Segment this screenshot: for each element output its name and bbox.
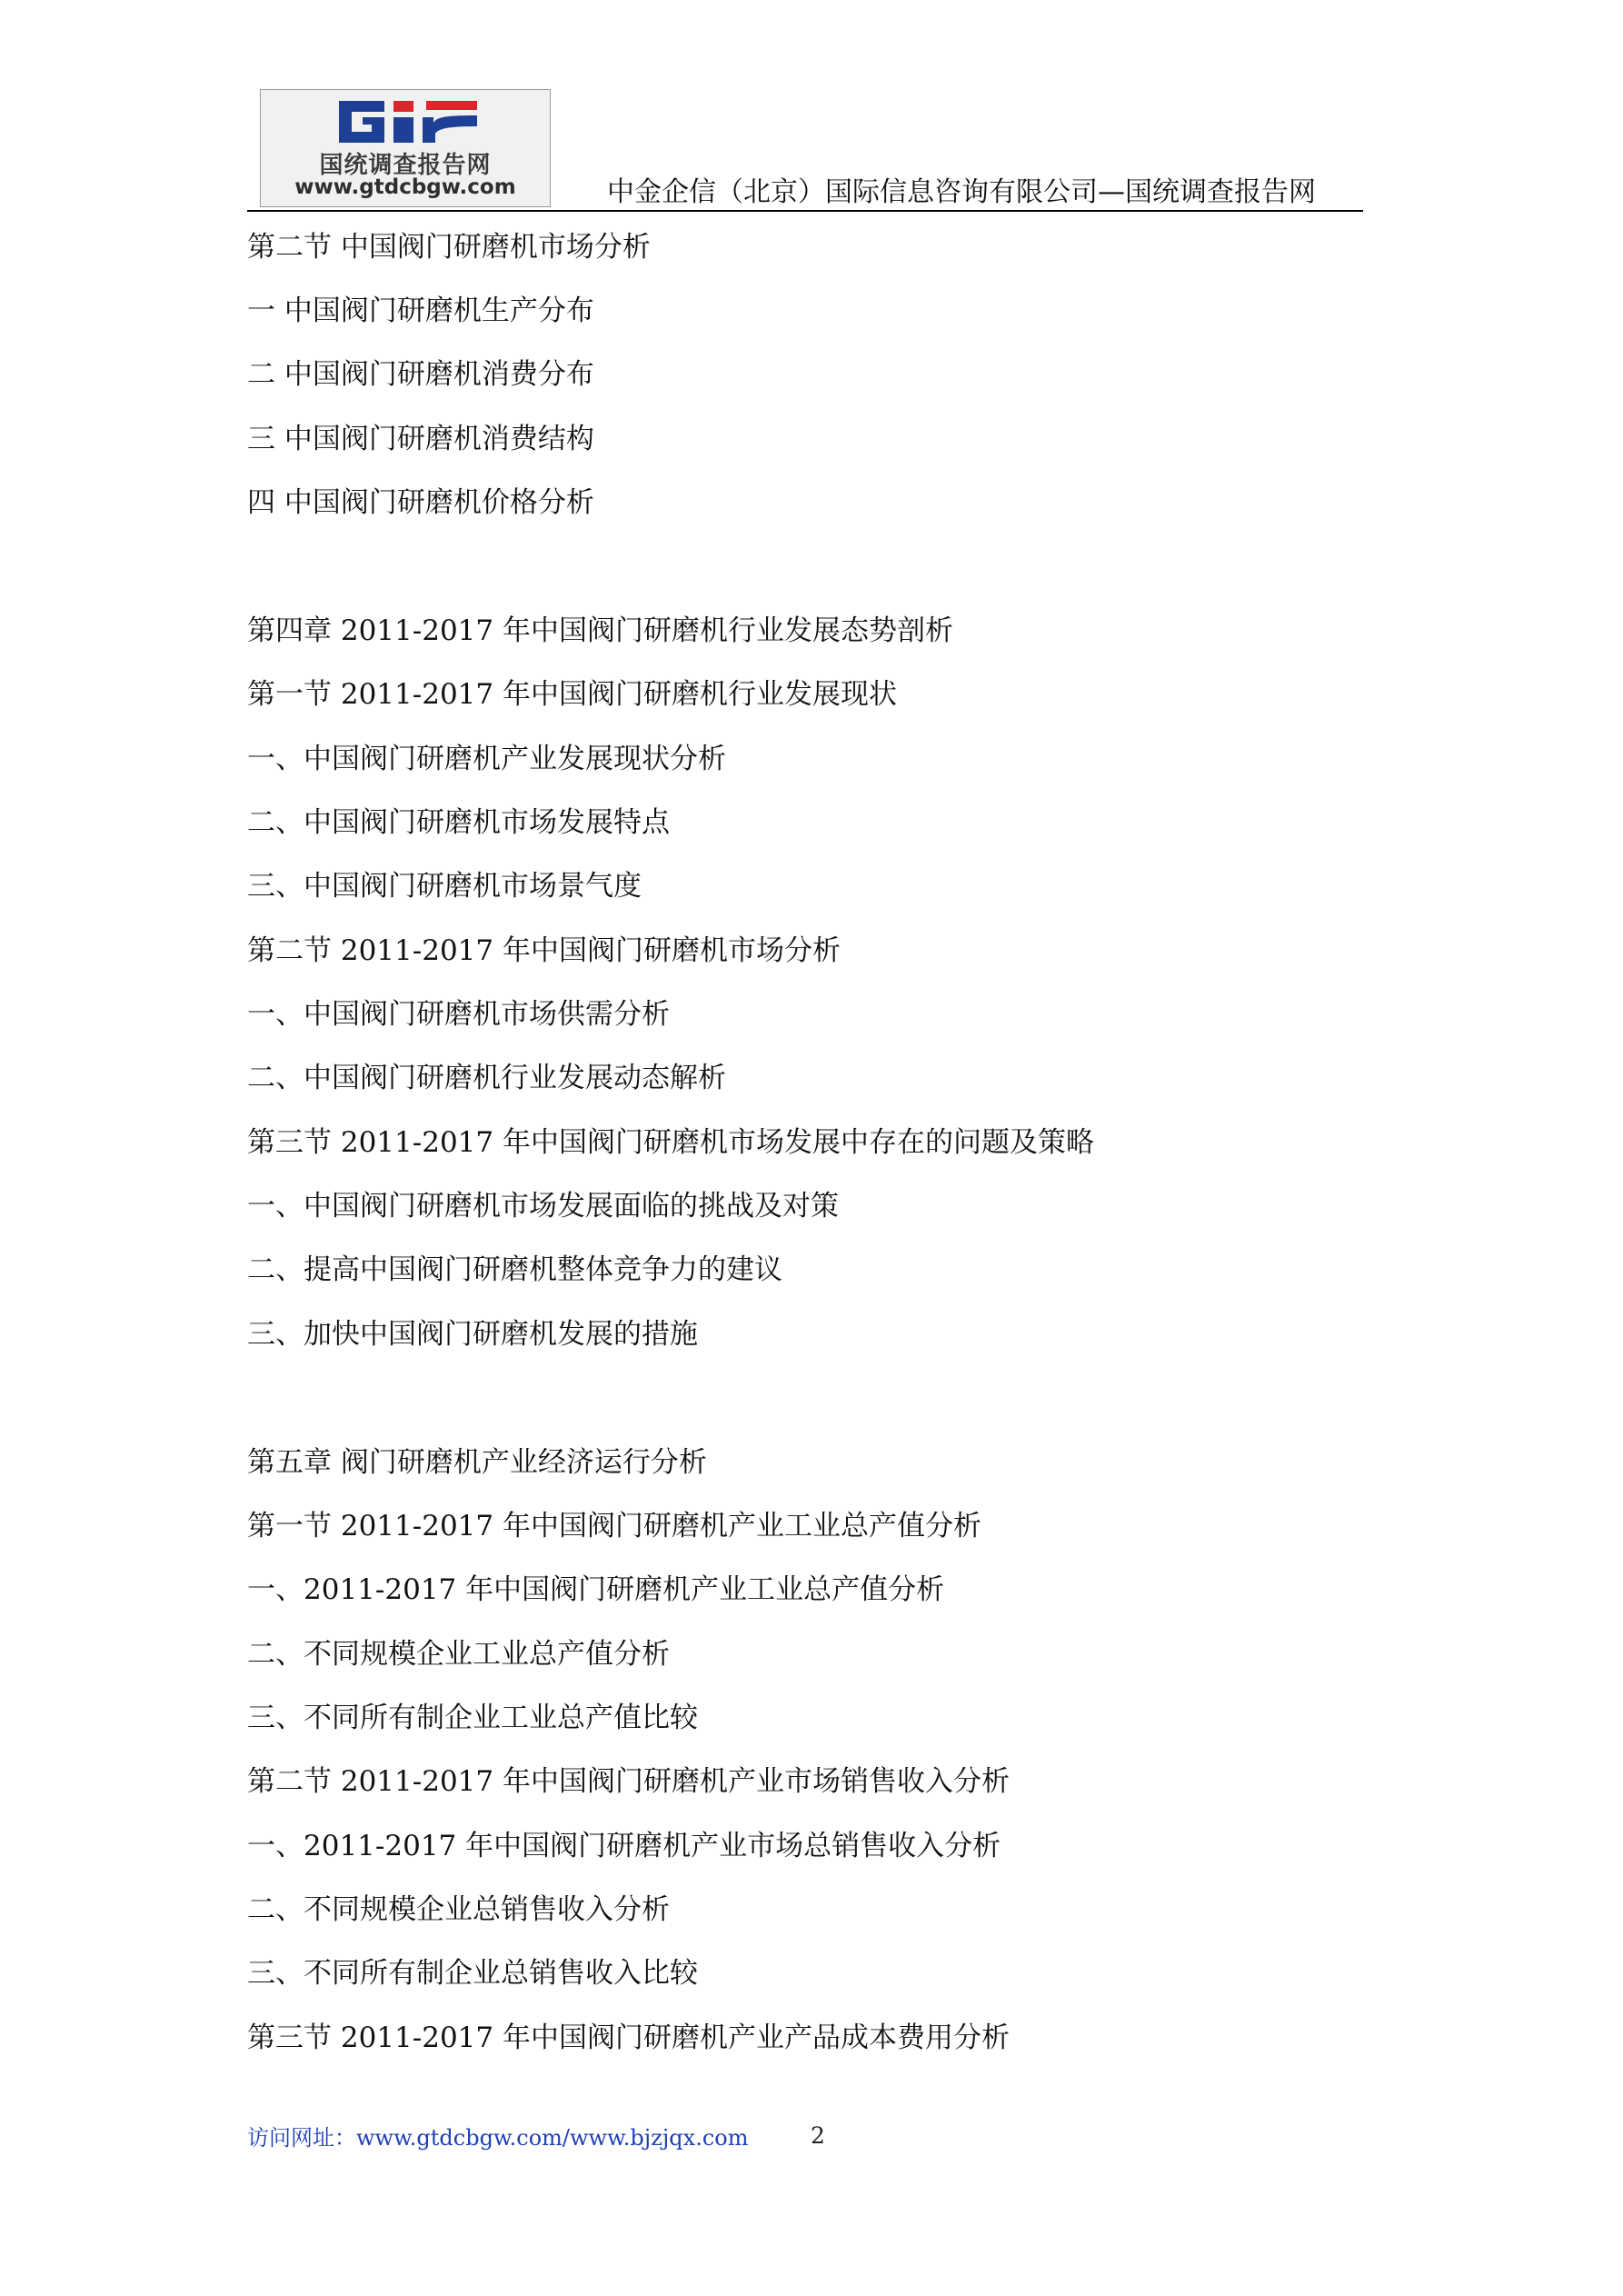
gir-logo-icon [332, 95, 484, 148]
toc-line: 二、中国阀门研磨机行业发展动态解析 [247, 1062, 726, 1094]
toc-line: 第一节 2011-2017 年中国阀门研磨机产业工业总产值分析 [247, 1510, 981, 1542]
toc-line: 第一节 2011-2017 年中国阀门研磨机行业发展现状 [247, 678, 897, 711]
toc-line: 二、中国阀门研磨机市场发展特点 [247, 806, 670, 839]
toc-line: 三、不同所有制企业工业总产值比较 [247, 1702, 698, 1734]
toc-line: 第五章 阀门研磨机产业经济运行分析 [247, 1446, 707, 1479]
toc-line: 一、2011-2017 年中国阀门研磨机产业市场总销售收入分析 [247, 1830, 1001, 1862]
toc-line: 三 中国阀门研磨机消费结构 [247, 423, 594, 455]
toc-line: 三、不同所有制企业总销售收入比较 [247, 1957, 698, 1990]
toc-line: 一、中国阀门研磨机市场供需分析 [247, 998, 670, 1031]
toc-line: 第二节 中国阀门研磨机市场分析 [247, 231, 651, 264]
header-divider [247, 210, 1363, 212]
toc-line: 四 中国阀门研磨机价格分析 [247, 486, 594, 519]
toc-line: 二、不同规模企业工业总产值分析 [247, 1638, 670, 1671]
toc-line: 第四章 2011-2017 年中国阀门研磨机行业发展态势剖析 [247, 614, 953, 647]
toc-line: 二、提高中国阀门研磨机整体竞争力的建议 [247, 1253, 782, 1286]
toc-line: 第三节 2011-2017 年中国阀门研磨机产业产品成本费用分析 [247, 2021, 1010, 2054]
company-name: 中金企信（北京）国际信息咨询有限公司—国统调查报告网 [607, 176, 1316, 208]
toc-line: 三、加快中国阀门研磨机发展的措施 [247, 1318, 698, 1351]
toc-line: 一、中国阀门研磨机产业发展现状分析 [247, 743, 726, 775]
toc-line: 第二节 2011-2017 年中国阀门研磨机市场分析 [247, 934, 841, 967]
toc-line: 一、中国阀门研磨机市场发展面临的挑战及对策 [247, 1190, 839, 1223]
toc-line: 二 中国阀门研磨机消费分布 [247, 358, 594, 391]
toc-line: 第三节 2011-2017 年中国阀门研磨机市场发展中存在的问题及策略 [247, 1126, 1094, 1159]
toc-line: 一、2011-2017 年中国阀门研磨机产业工业总产值分析 [247, 1573, 945, 1606]
logo-url: www.gtdcbgw.com [294, 175, 516, 199]
logo [260, 89, 551, 207]
toc-line: 第二节 2011-2017 年中国阀门研磨机产业市场销售收入分析 [247, 1765, 1010, 1798]
page-number: 2 [811, 2122, 825, 2149]
footer-website-link[interactable]: 访问网址：www.gtdcbgw.com/www.bjzjqx.com [247, 2125, 749, 2151]
logo-name: 国统调查报告网 [319, 152, 492, 179]
toc-line: 三、中国阀门研磨机市场景气度 [247, 870, 642, 903]
toc-line: 一 中国阀门研磨机生产分布 [247, 294, 594, 327]
toc-line: 二、不同规模企业总销售收入分析 [247, 1893, 670, 1926]
